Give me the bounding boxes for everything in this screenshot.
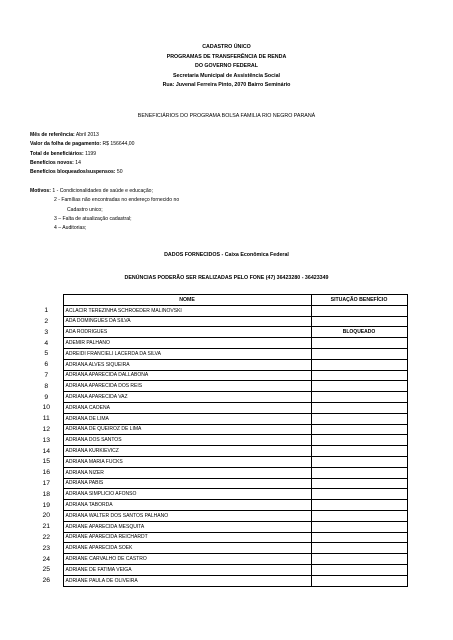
- row-number: 1: [30, 305, 63, 316]
- table-row: [30, 478, 407, 489]
- name-column-header: NOME: [63, 295, 311, 306]
- benefit-status: [311, 424, 407, 435]
- table-row: [30, 413, 407, 424]
- reason-1: Motivos: 1 - Condicionalidades de saúde e educação;: [30, 188, 153, 194]
- reference-month: Mês de referência: Abril 2013: [30, 132, 99, 138]
- header-title: CADASTRO ÚNICO: [202, 44, 251, 50]
- beneficiary-name: ADRIANA SIMPLICIO AFONSO: [63, 489, 311, 500]
- row-number: 9: [30, 392, 63, 403]
- beneficiary-name: ADRIANE APARECIDA SOEK: [63, 543, 311, 554]
- row-number: 25: [30, 564, 63, 575]
- benefit-status: [311, 413, 407, 424]
- row-number: 4: [30, 338, 63, 349]
- beneficiary-name: ADRIANE DE FATIMA VEIGA: [63, 564, 311, 575]
- beneficiary-name: ADRIANA DOS SANTOS: [63, 435, 311, 446]
- beneficiary-name: ADRIANA APARECIDA DALLABONA: [63, 370, 311, 381]
- table-row: [30, 359, 407, 370]
- total-beneficiaries: Total de beneficiários: 1199: [30, 150, 97, 157]
- table-row: [30, 510, 407, 521]
- benefit-status: [311, 575, 407, 586]
- beneficiary-name: ADRIANA DE LIMA: [63, 413, 311, 424]
- table-row: [30, 543, 407, 554]
- table-row: [30, 489, 407, 500]
- beneficiary-name: ADRIANE APARECIDA REICHARDT: [63, 532, 311, 543]
- row-number: 19: [30, 500, 63, 511]
- table-row: [30, 446, 407, 457]
- benefit-status: [311, 521, 407, 532]
- benefit-status: [311, 348, 407, 359]
- summary-block: [30, 131, 134, 177]
- number-header: [30, 295, 63, 306]
- beneficiary-name: ADRIANA ALVES SIQUEIRA: [63, 359, 311, 370]
- beneficiary-name: ADRIANA NIZER: [63, 467, 311, 478]
- table-row: [30, 521, 407, 532]
- benefit-status: [311, 478, 407, 489]
- row-number: 17: [30, 478, 63, 489]
- row-number: 8: [30, 381, 63, 392]
- row-number: 11: [30, 413, 63, 424]
- benefit-status: BLOQUEADO: [311, 327, 407, 338]
- beneficiary-name: ADRIANA WALTER DOS SANTOS PALHANO: [63, 510, 311, 521]
- table-row: [30, 456, 407, 467]
- table-row: [30, 348, 407, 359]
- status-column-header: SITUAÇÃO BENEFÍCIO: [311, 295, 407, 306]
- beneficiary-name: ADRIANA MARIA FUCKS: [63, 456, 311, 467]
- row-number: 16: [30, 467, 63, 478]
- table-row: [30, 575, 407, 586]
- benefit-status: [311, 446, 407, 457]
- beneficiary-name: ADA DOMINGUES DA SILVA: [63, 316, 311, 327]
- header-government: DO GOVERNO FEDERAL: [195, 63, 258, 69]
- row-number: 23: [30, 543, 63, 554]
- benefit-status: [311, 402, 407, 413]
- benefit-status: [311, 467, 407, 478]
- payroll-value: Valor da folha de pagamento: R$ 156644,00: [30, 141, 135, 148]
- benefit-status: [311, 510, 407, 521]
- header-address: Rua: Juvenal Ferreira Pinto, 2070 Bairro Seminário: [162, 82, 291, 88]
- table-row: [30, 424, 407, 435]
- document-subtitle: BENEFICIÁRIOS DO PROGRAMA BOLSA FAMILIA RIO NEGRO PARANÁ: [137, 113, 316, 119]
- table-row: [30, 467, 407, 478]
- benefit-status: [311, 500, 407, 511]
- row-number: 15: [30, 456, 63, 467]
- table-row: [30, 554, 407, 565]
- beneficiary-name: ADRIANA APARECIDA DOS REIS: [63, 381, 311, 392]
- benefit-status: [311, 316, 407, 327]
- blocked-benefits: Benefícios bloqueados/suspensos: 50: [30, 169, 123, 176]
- row-number: 10: [30, 402, 63, 413]
- row-number: 22: [30, 532, 63, 543]
- row-number: 12: [30, 424, 63, 435]
- beneficiary-name: ADRIANE PAULA DE OLIVEIRA: [63, 575, 311, 586]
- table-row: [30, 564, 407, 575]
- row-number: 13: [30, 435, 63, 446]
- table-row: [30, 435, 407, 446]
- reason-2-cont: Cadastro unico;: [67, 206, 103, 213]
- header-program: PROGRAMAS DE TRANSFERÊNCIA DE RENDA: [166, 53, 287, 60]
- row-number: 5: [30, 348, 63, 359]
- benefit-status: [311, 543, 407, 554]
- beneficiary-name: ADRIANE APARECIDA MESQUITA: [63, 521, 311, 532]
- row-number: 7: [30, 370, 63, 381]
- beneficiary-name: ADRIANA APARECIDA VAZ: [63, 392, 311, 403]
- table-row: [30, 500, 407, 511]
- table-row: [30, 305, 407, 316]
- header-secretariat: Secretaria Municipal de Assistência Social: [173, 72, 280, 79]
- benefit-status: [311, 338, 407, 349]
- complaints-phone: DENÚNCIAS PODERÃO SER REALIZADAS PELO FONE (47) 36423280 - 36423349: [124, 275, 329, 281]
- row-number: 24: [30, 554, 63, 565]
- row-number: 2: [30, 316, 63, 327]
- benefit-status: [311, 381, 407, 392]
- benefit-status: [311, 392, 407, 403]
- table-row: [30, 338, 407, 349]
- reasons-block: [30, 187, 430, 233]
- reason-2: 2 - Famílias não encontradas no endereço fornecido no: [54, 197, 180, 204]
- beneficiary-name: ADRIANA DE QUEIROZ DE LIMA: [63, 424, 311, 435]
- benefit-status: [311, 564, 407, 575]
- benefit-status: [311, 370, 407, 381]
- benefit-status: [311, 489, 407, 500]
- beneficiary-name: ADRIANA CAOENA: [63, 402, 311, 413]
- beneficiary-name: ADEMIR PALHANO: [63, 338, 311, 349]
- reason-3: 3 – Falta de atualização cadastral;: [54, 215, 132, 222]
- new-benefits: Benefícios novos: 14: [30, 159, 81, 166]
- table-row: [30, 381, 407, 392]
- beneficiaries-table: [30, 294, 408, 587]
- table-header-row: [30, 295, 407, 306]
- row-number: 6: [30, 359, 63, 370]
- benefit-status: [311, 456, 407, 467]
- row-number: 21: [30, 521, 63, 532]
- row-number: 20: [30, 510, 63, 521]
- beneficiary-name: ADRIANE CARVALHO DE CASTRO: [63, 554, 311, 565]
- reason-4: 4 – Auditorias;: [54, 225, 87, 232]
- beneficiary-name: ACLACIR TEREZINHA SCHROEDER MALINOVSKI: [63, 305, 311, 316]
- benefit-status: [311, 359, 407, 370]
- row-number: 14: [30, 446, 63, 457]
- table-body: [30, 305, 407, 586]
- beneficiary-name: ADRIANA TABORDA: [63, 500, 311, 511]
- benefit-status: [311, 532, 407, 543]
- data-source: DADOS FORNECIDOS - Caixa Econômica Federal: [164, 252, 289, 258]
- table-row: [30, 532, 407, 543]
- benefit-status: [311, 554, 407, 565]
- table-row: [30, 370, 407, 381]
- beneficiary-name: ADRIANA KURKIEVICZ: [63, 446, 311, 457]
- beneficiary-name: ADA RODRIGUES: [63, 327, 311, 338]
- beneficiary-name: ADREIDI FRANCIELI LACERDA DA SILVA: [63, 348, 311, 359]
- row-number: 3: [30, 327, 63, 338]
- document-header: [0, 43, 453, 91]
- benefit-status: [311, 435, 407, 446]
- table-row: [30, 327, 407, 338]
- table-row: [30, 316, 407, 327]
- benefit-status: [311, 305, 407, 316]
- table-row: [30, 402, 407, 413]
- beneficiary-name: ADRIANA PABIS: [63, 478, 311, 489]
- row-number: 26: [30, 575, 63, 586]
- table-row: [30, 392, 407, 403]
- row-number: 18: [30, 489, 63, 500]
